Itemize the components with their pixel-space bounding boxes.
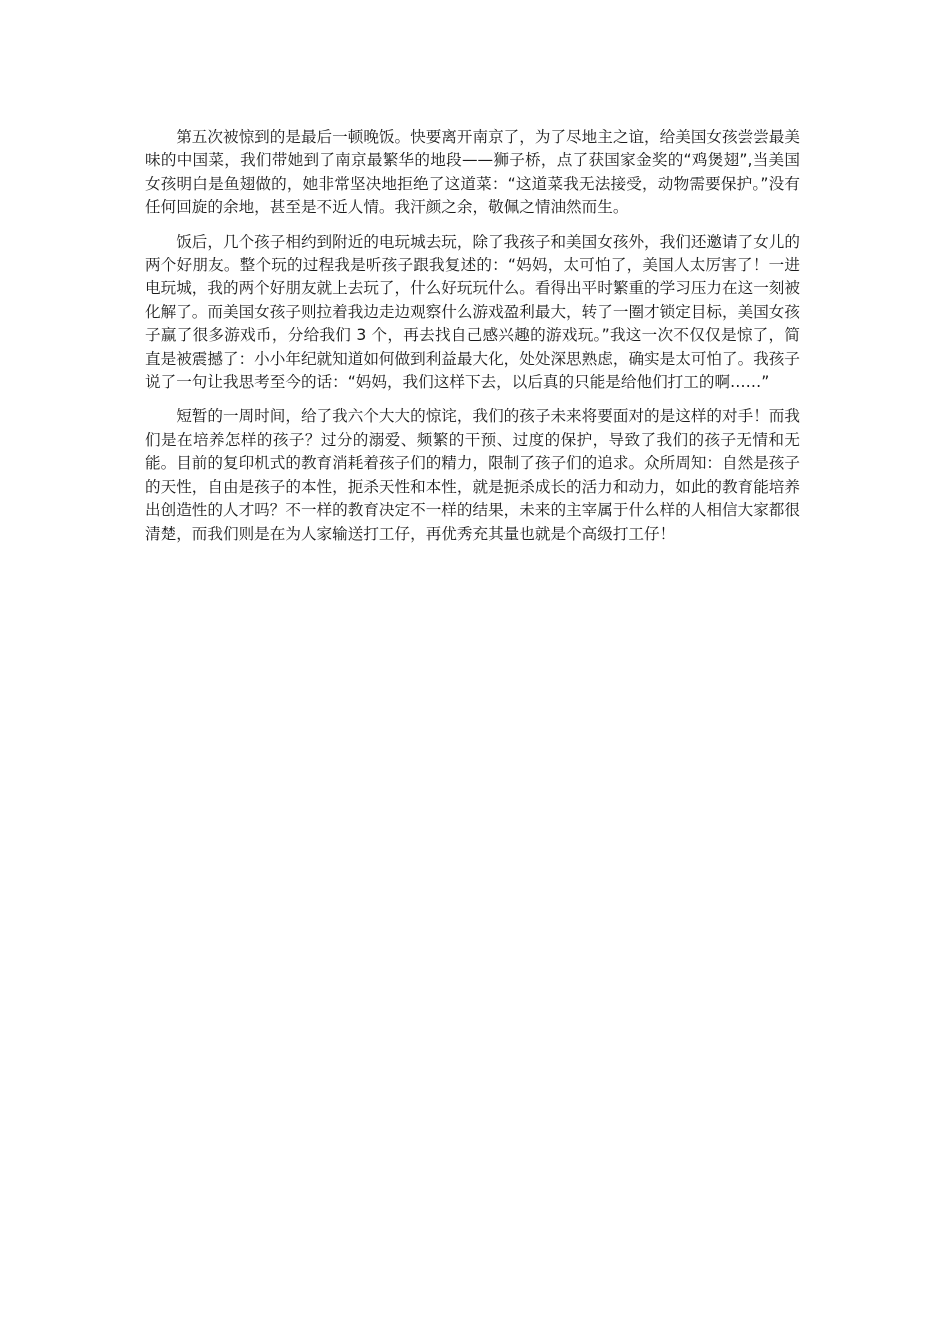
- paragraph-dinner: 第五次被惊到的是最后一顿晚饭。快要离开南京了，为了尽地主之谊，给美国女孩尝尝最美味的中国菜，我们带她到了南京最繁华的地段——狮子桥，点了获国家金奖的“鸡煲翅”,当美国女孩明白是鱼翅做的，她非常坚决地拒绝了这道菜：“这道菜我无法接受，动物需要保护。”没有任何回旋的余地，甚至是不近人情。我汗颜之余，敬佩之情油然而生。: [145, 128, 800, 217]
- paragraph-arcade: 饭后，几个孩子相约到附近的电玩城去玩，除了我孩子和美国女孩外，我们还邀请了女儿的两个好朋友。整个玩的过程我是听孩子跟我复述的：“妈妈，太可怕了，美国人太厉害了！一进电玩城，我的两个好朋友就上去玩了，什么好玩玩什么。看得出平时繁重的学习压力在这一刻被化解了。而美国女孩子则拉着我边走边观察什么游戏盈利最大，转了一圈才锁定目标，美国女孩子赢了很多游戏币，分给我们 3 个，再去找自己感兴趣的游戏玩。”我这一次不仅仅是惊了，简直是被震撼了：小小年纪就知道如何做到利益最大化，处处深思熟虑，确实是太可怕了。我孩子说了一句让我思考至今的话：“妈妈，我们这样下去，以后真的只能是给他们打工的啊……”: [145, 232, 800, 392]
- document-page: [145, 126, 800, 557]
- paragraph-reflection: 短暂的一周时间，给了我六个大大的惊诧，我们的孩子未来将要面对的是这样的对手！而我们是在培养怎样的孩子？过分的溺爱、频繁的干预、过度的保护，导致了我们的孩子无情和无能。目前的复印机式的教育消耗着孩子们的精力，限制了孩子们的追求。众所周知：自然是孩子的天性，自由是孩子的本性，扼杀天性和本性，就是扼杀成长的活力和动力，如此的教育能培养出创造性的人才吗？不一样的教育决定不一样的结果，未来的主宰属于什么样的人相信大家都很清楚，而我们则是在为人家输送打工仔，再优秀充其量也就是个高级打工仔！: [145, 407, 800, 543]
